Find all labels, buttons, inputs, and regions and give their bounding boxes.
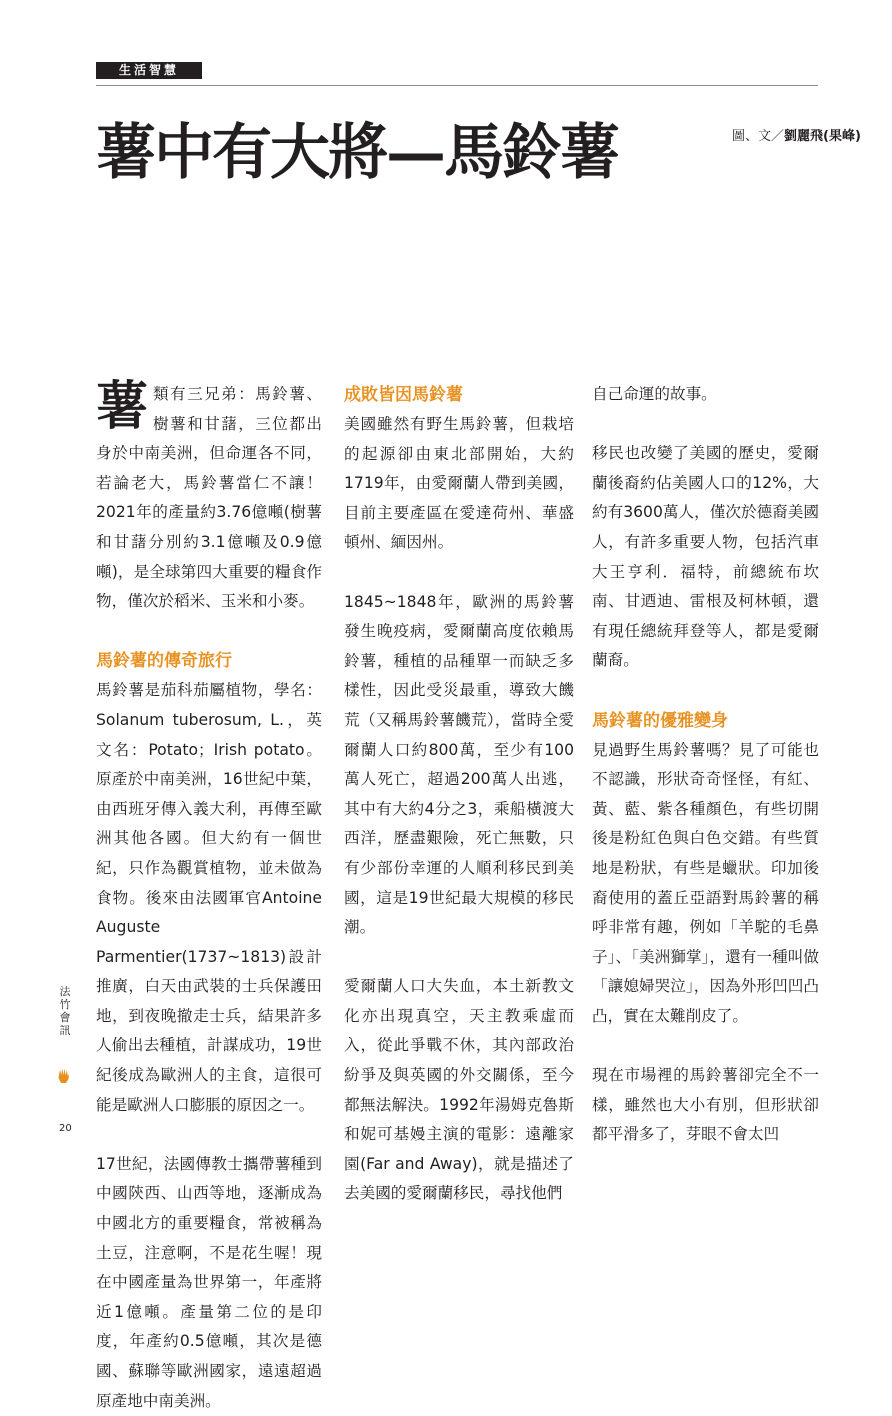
hand-icon [57, 1066, 71, 1084]
subheading-success-failure: 成敗皆因馬鈴薯 [344, 385, 463, 405]
intro-paragraph [96, 376, 322, 617]
header-rule [96, 85, 818, 86]
article-column-1 [96, 376, 322, 1416]
subheading-legendary-journey: 馬鈴薯的傳奇旅行 [96, 651, 232, 672]
intro-text: 類有三兄弟：馬鈴薯、樹薯和甘藷，三位都出身於中南美洲，但命運各不同，若論老大，馬鈴薯當仁不讓！2021年的產量約3.76億噸(樹薯和甘藷分別約3.1億噸及0.9億噸)，是全球第四大重要的糧食作物，僅次於稻米、玉米和小麥。 [96, 385, 322, 611]
section-label: 生活智慧 [96, 62, 202, 79]
logo-char: 竹 [59, 998, 71, 1011]
author-name: 劉麗飛(果峰) [784, 129, 861, 144]
author-credit [732, 125, 861, 144]
paragraph-famine: 1845~1848年，歐洲的馬鈴薯發生晚疫病，愛爾蘭高度依賴馬鈴薯，種植的品種單一而缺乏多樣性，因此受災最重，導致大饑荒（又稱馬鈴薯饑荒），當時全愛爾蘭人口約800萬，至少有100萬人死亡，超過200萬人出逃，其中有大約4分之3，乘船橫渡大西洋，歷盡艱險，死亡無數，只有少部份幸運的人順利移民到美國，這是19世紀最大規模的移民潮。 [344, 592, 574, 937]
paragraph-market-potato: 現在市場裡的馬鈴薯卻完全不一樣，雖然也大小有別，但形狀卻都平滑多了，芽眼不會太凹 [592, 1066, 819, 1144]
article-title: 薯中有大將—馬鈴薯 [96, 118, 618, 188]
paragraph-ireland-continued: 自己命運的故事。 [592, 385, 717, 403]
logo-char: 法 [59, 985, 71, 998]
logo-char: 訊 [59, 1024, 71, 1037]
paragraph-wild-potato: 見過野生馬鈴薯嗎？見了可能也不認識，形狀奇奇怪怪，有紅、黃、藍、紫各種顏色，有些切開後是粉紅色與白色交錯。有些質地是粉狀，有些是蠟狀。印加後裔使用的蓋丘亞語對馬鈴薯的稱呼非常有趣，例如「羊駝的毛鼻子」、「美洲獅掌」，還有一種叫做「讓媳婦哭泣」，因為外形凹凹凸凸，實在太難削皮了。 [592, 740, 819, 1025]
paragraph-america: 美國雖然有野生馬鈴薯，但栽培的起源卻由東北部開始，大約1719年，由愛爾蘭人帶到美國，目前主要產區在愛達荷州、華盛頓州、緬因州。 [344, 415, 574, 552]
magazine-vertical-logo [57, 985, 73, 1037]
paragraph-immigrants: 移民也改變了美國的歷史，愛爾蘭後裔約佔美國人口的12%，大約有3600萬人，僅次於德裔美國人，有許多重要人物，包括汽車大王亨利．福特，前總統布坎南、甘迺迪、雷根及柯林頓，還有現任總統拜登等人，都是愛爾蘭裔。 [592, 444, 819, 670]
subheading-elegant-transformation: 馬鈴薯的優雅變身 [592, 710, 728, 731]
author-prefix: 圖、文／ [732, 129, 785, 144]
page-number: 20 [59, 1123, 72, 1134]
article-column-3 [592, 380, 819, 1150]
drop-cap: 薯 [96, 376, 149, 437]
paragraph-origin: 馬鈴薯是茄科茄屬植物，學名：Solanum tuberosum, L.，英文名：Potato；Irish potato。原產於中南美洲，16世紀中葉，由西班牙傳入義大利，再傳至歐洲其他各國。但大約有一個世紀，只作為觀賞植物，並未做為食物。後來由法國軍官Antoine Auguste Parmentier(1737~1813)設計推廣，白天由武裝的士兵保護田地，到夜晚撤走士兵，結果許多人偷出去種植，計謀成功，19世紀後成為歐洲人的主食，這很可能是歐洲人口膨脹的原因之一。 [96, 681, 322, 1114]
paragraph-china: 17世紀，法國傳教士攜帶薯種到中國陝西、山西等地，逐漸成為中國北方的重要糧食，常被稱為土豆，注意啊，不是花生喔！現在中國產量為世界第一，年產將近1億噸。產量第二位的是印度，年產約0.5億噸，其次是德國、蘇聯等歐洲國家，遠遠超過原產地中南美洲。 [96, 1154, 322, 1410]
article-column-2 [344, 380, 574, 1209]
logo-char: 會 [59, 1011, 71, 1024]
paragraph-ireland: 愛爾蘭人口大失血，本土新教文化亦出現真空，天主教乘虛而入，從此爭戰不休，其內部政治紛爭及與英國的外交關係，至今都無法解決。1992年湯姆克魯斯和妮可基嫚主演的電影：遠離家園(Far and Away)，就是描述了去美國的愛爾蘭移民，尋找他們 [344, 977, 574, 1203]
